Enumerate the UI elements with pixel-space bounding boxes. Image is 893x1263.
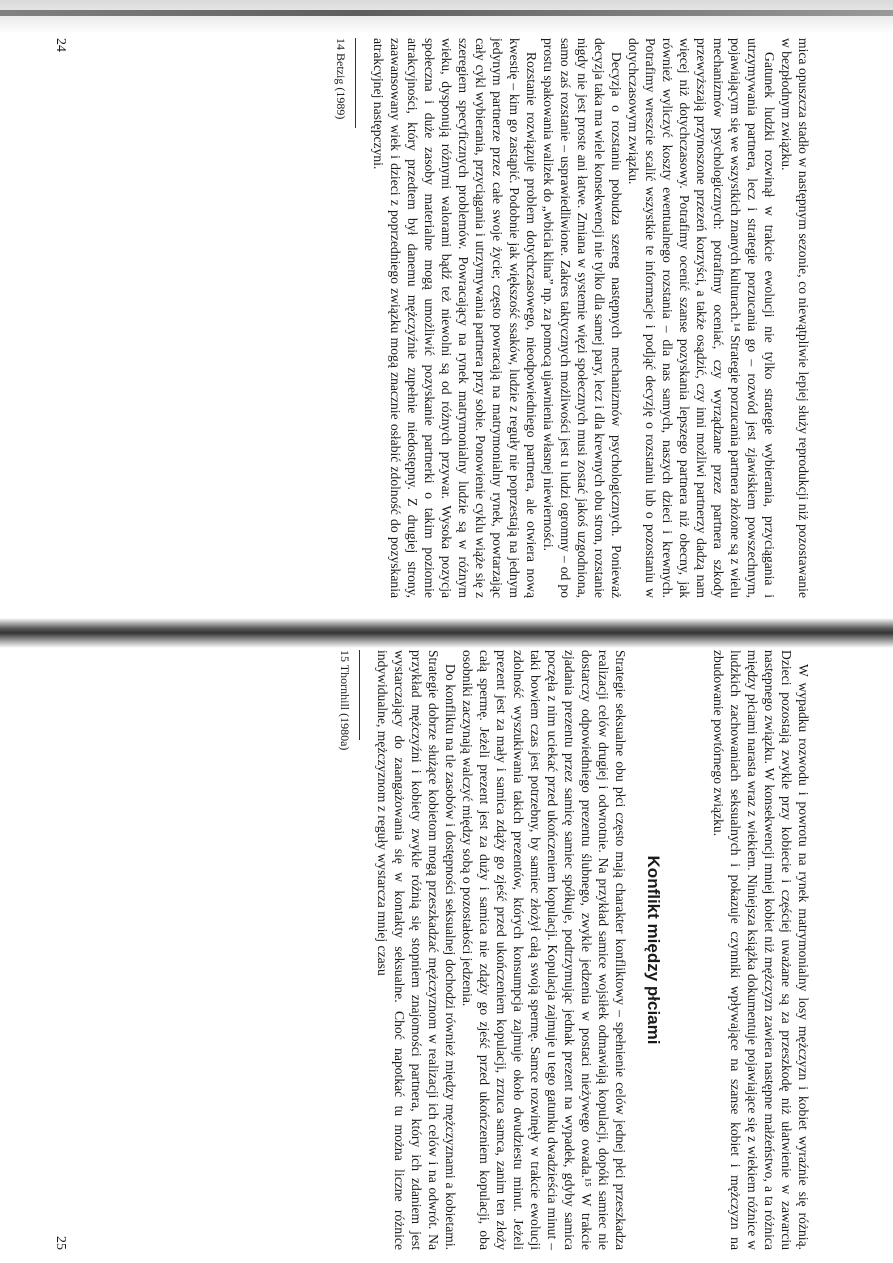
page-24-body bbox=[332, 38, 812, 598]
paragraph: Do konfliktu na tle zasobów i dostępności seksualnej dochodzi również między mężczyznami a kobietami. Strategie dobrze służące kobietom mogą przeszkadzać mężczyznom w realizacji ich celów i na odwrót. Na przykład mężczyźni i kobiety zwykle różnią się stopniem znajomości partnera, który ich zdaniem jest wystarczający do zaangażowania się w kontakty seksualne. Choć napotkać tu można liczne różnice indywidualne, mężczyznom z reguły wystarcza mniej czasu bbox=[375, 650, 458, 1250]
paragraph: Rozstanie rozwiązuje problem dotychczasowego, nieodpowiedniego partnera, ale otwiera nową kwestię – kim go zastąpić. Podobnie jak większość ssaków, ludzie z reguły nie poprzestają na jednym jedynym partnerze przez całe swoje życie; często powracają na matrymonialny rynek, powtarzając cały cykl wybierania, przyciągania i utrzymywania partnera przy sobie. Ponowienie cyklu wiąże się z szeregiem specyficznych problemów. Powracający na rynek matrymonialny ludzie są w różnym wieku, dysponują różnymi walorami bądź też niewolni są od różnych przywar. Wysoka pozycja społeczna i duże zasoby materialne mogą umożliwić pozyskanie partnerki o takim poziomie atrakcyjności, który przedtem był danemu mężczyźnie zupełnie niedostępny. Z drugiej strony, zaawansowany wiek i dzieci z poprzedniego związku mogą znacznie osłabić zdolność do pozyskania atrakcyjnej następczyni. bbox=[371, 38, 539, 598]
book-binding-gutter bbox=[0, 618, 893, 648]
page-25-body bbox=[336, 650, 812, 1250]
paragraph: W wypadku rozwodu i powrotu na rynek matrymonialny losy mężczyzn i kobiet wyraźnie się różnią. Dzieci pozostają zwykle przy kobiecie i częściej uważane są za przeszkodę niż ułatwienie w zawarciu następnego związku. W konsekwencji mniej kobiet niż mężczyzn zawiera następne małżeństwo, a ta różnica między płciami narasta wraz z wiekiem. Niniejsza książka dokumentuje pojawiające się z wiekiem różnice w ludzkich zachowaniach seksualnych i pokazuje czynniki wpływające na szanse kobiet i mężczyzn na zbudowanie powtórnego związku. bbox=[711, 650, 811, 1250]
footnote: 15 Thornhill (1980a) bbox=[338, 650, 352, 751]
footnote: 14 Betzig (1989) bbox=[334, 38, 348, 120]
page-number: 25 bbox=[53, 1236, 68, 1250]
paragraph: Decyzja o rozstaniu pobudza szereg następnych mechanizmów psychologicznych. Ponieważ decyzja taka ma wiele konsekwencji nie tylko dla samej pary, lecz i dla krewnych obu stron, rozstanie nigdy nie jest proste ani łatwe. Zmiana w systemie więzi społecznych musi zostać jakoś uzgodniona, samo zaś rozstanie – usprawiedliwione. Zakres taktycznych możliwości jest u ludzi ogromny – od po prostu spakowania walizek do „wbicia klina” np. za pomocą ujawnienia własnej niewierności. bbox=[541, 38, 624, 598]
page-number: 24 bbox=[53, 38, 68, 52]
footnote-divider bbox=[359, 650, 360, 740]
paragraph: Gatunek ludzki rozwinął w trakcie ewolucji nie tylko strategie wybierania, przyciągania i utrzymywania partnera, lecz i strategie porzucania go – rozwód jest zjawiskiem powszechnym, pojawiającym się we wszystkich znanych kulturach.¹⁴ Strategie porzucania partnera złożone są z wielu mechanizmów psychologicznych: potrafimy oceniać, czy wyrządzane przez partnera szkody przewyższają przynoszone przezeń korzyści, a także osądzić, czy inni możliwi partnerzy dadzą nam więcej niż dotychczasowy. Potrafimy ocenić szanse pozyskania lepszego partnera niż obecny, jak również wyliczyć koszty ewentualnego rozstania – dla nas samych, naszych dzieci i krewnych. Potrafimy wreszcie scalić wszystkie te informacje i podjąć decyzję o rozstaniu lub o pozostaniu w dotychczasowym związku. bbox=[626, 38, 777, 598]
paragraph: mica opuszcza stadło w następnym sezonie, co niewątpliwie lepiej służy reprodukcji niż pozostawanie w bezpłodnym związku. bbox=[779, 38, 811, 598]
paragraph: Strategie seksualne obu płci często mają charakter konfliktowy – spełnienie celów jednej płci przeszkadza realizacji celów drugiej i odwrotnie. Na przykład samice wojsiłek odmawiają kopulacji, dopóki samiec nie dostarczy odpowiedniego prezentu ślubnego, zwykle jedzenia w postaci nieżywego owada.¹⁵ W trakcie zjadania prezentu przez samicę samiec spółkuje, podtrzymując jednak prezent na wypadek, gdyby samica poczęła z nim uciekać przed ukończeniem kopulacji. Kopulacja zajmuje u tego gatunku dwadzieścia minut – taki bowiem czas jest potrzebny, by samiec złożył całą swoją spermę. Samce rozwinęły w trakcie ewolucji zdolność wyszukiwania takich prezentów, których konsumpcja zajmuje około dwudziestu minut. Jeżeli prezent jest za mały i samica zdąży go zjeść przed ukończeniem kopulacji, zrzuca samca, zanim ten złoży całą spermę. Jeżeli prezent jest za duży i samica nie zdąży go zjeść przed ukończeniem kopulacji, oba osobniki zaczynają walczyć między sobą o pozostałości jedzenia. bbox=[460, 650, 628, 1250]
section-heading: Konflikt między płciami bbox=[644, 855, 663, 1045]
page-25 bbox=[52, 650, 812, 1250]
footnote-divider bbox=[355, 38, 356, 128]
scan-edge-line bbox=[0, 10, 893, 16]
page-24 bbox=[52, 38, 812, 598]
scan-shadow bbox=[0, 0, 893, 34]
